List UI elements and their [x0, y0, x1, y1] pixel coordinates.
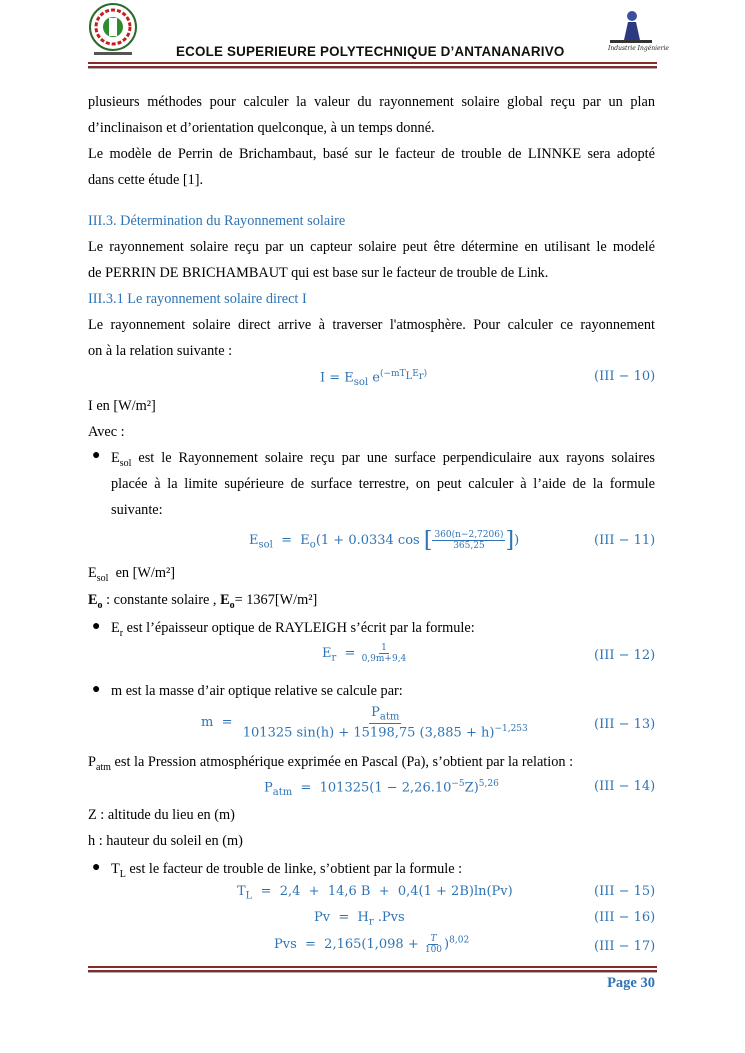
page-number: Page 30 — [607, 975, 655, 991]
equation-iii-17: Pvs = 2,165(1,098 + $\frac{T}{100}$ )$^{8,02}$ — [274, 934, 470, 955]
equation-number-iii-15: (III − 15) — [594, 884, 656, 899]
equation-number-iii-17: (III − 17) — [594, 939, 656, 954]
para4-line1: Le rayonnement solaire direct arrive à traverser l'atmosphère. Pour calculer ce rayonnement — [88, 317, 655, 333]
equation-number-iii-16: (III − 16) — [594, 910, 656, 925]
para2-line2: dans cette étude [1]. — [88, 172, 204, 188]
equation-number-iii-13: (III − 13) — [594, 717, 656, 732]
section-heading-3-3: III.3. Détermination du Rayonnement solaire — [88, 213, 346, 229]
patm-text: $P_{atm}$ est la Pression atmosphérique exprimée en Pascal (Pa), s’obtient par la relation : — [88, 754, 574, 773]
equation-iii-16: $Pv = H_r$ .Pvs — [314, 910, 405, 928]
eo-constant-text: $E_o$ : constante solaire , $E_o= 1367[W/m^2]$ — [88, 592, 318, 611]
para3-line1: Le rayonnement solaire reçu par un capteur solaire peut être détermine en utilisant le modelé — [88, 239, 655, 255]
equation-iii-14: $P_{atm} = 101325(1 - 2,26.10^{-5}Z)^{5,26}$ — [264, 779, 499, 798]
header-title: ECOLE SUPERIEURE POLYTECHNIQUE D’ANTANANARIVO — [176, 44, 565, 59]
equation-number-iii-14: (III − 14) — [594, 779, 656, 794]
bullet-dot: ● — [92, 448, 101, 463]
z-altitude-text: Z : altitude du lieu en (m) — [88, 807, 235, 823]
bullet1-line2: placée à la limite supérieure de surface terrestre, on peut calculer à l’aide de la formule — [111, 476, 655, 492]
avec-label: Avec : — [88, 424, 125, 440]
department-logo — [604, 6, 669, 58]
para1-line1: plusieurs méthodes pour calculer la valeur du rayonnement solaire global reçu par un plan — [88, 94, 655, 110]
bullet-dot: ● — [92, 682, 101, 697]
header-rule — [88, 62, 657, 64]
bullet1-line1: $E_{sol}$ est le Rayonnement solaire reçu par une surface perpendiculaire aux rayons solaires — [111, 450, 655, 469]
section-heading-3-3-1: III.3.1 Le rayonnement solaire direct I — [88, 291, 307, 307]
equation-iii-10: $I = E_{sol}$ $e^{(-mT_LE_r)}$ — [320, 369, 428, 388]
para1-line2: d’inclinaison et d’orientation quelconque, à un temps donné. — [88, 120, 435, 136]
equation-iii-15: $T_L = 2,4 + 14,6$ B + 0,4(1 + 2B)ln(Pv) — [237, 884, 513, 902]
para3-line2: de PERRIN DE BRICHAMBAUT qui est base sur le facteur de trouble de Link. — [88, 265, 549, 281]
equation-iii-13: m = $\frac{P_{atm}}{101325 \sin(h) + 15198,75 (3,885 + h)^{-1,253}}$ — [201, 705, 528, 740]
equation-iii-12: $E_r$ = $\frac{1}{0,9m+9,4}$ — [322, 643, 407, 664]
equation-number-iii-10: (III − 10) — [594, 369, 656, 384]
footer-rule-3 — [88, 972, 657, 973]
svg-text:Industrie Ingénierie: Industrie Ingénierie — [608, 45, 669, 52]
equation-number-iii-12: (III − 12) — [594, 648, 656, 663]
bullet4-text: $T_L$ est le facteur de trouble de linke, s’obtient par la formule : — [111, 861, 463, 880]
footer-rule — [88, 966, 657, 968]
equation-iii-11: $E_{sol} = E_o(1 + 0.0334$ cos [ $\frac{360(n-2,7206)}{365,25}$ ]) — [249, 528, 520, 553]
school-logo — [88, 2, 138, 58]
para4-line2: on à la relation suivante : — [88, 343, 233, 359]
bullet3-text: m est la masse d’air optique relative se calcule par: — [111, 683, 403, 699]
bullet1-line3: suivante: — [111, 502, 163, 518]
header-rule-3 — [88, 68, 657, 69]
esol-unit-text: $E_{sol}$ en [W/m²] — [88, 565, 176, 584]
h-height-text: h : hauteur du soleil en (m) — [88, 833, 243, 849]
para2-line1: Le modèle de Perrin de Brichambaut, basé sur le facteur de trouble de LINNKE sera adopté — [88, 146, 655, 162]
bullet2-text: $E_r$ est l’épaisseur optique de RAYLEIGH s’écrit par la formule: — [111, 620, 475, 639]
equation-number-iii-11: (III − 11) — [594, 533, 656, 548]
i-unit-text: I en [W/m²] — [88, 398, 156, 414]
bullet-dot: ● — [92, 619, 101, 634]
bullet-dot: ● — [92, 860, 101, 875]
